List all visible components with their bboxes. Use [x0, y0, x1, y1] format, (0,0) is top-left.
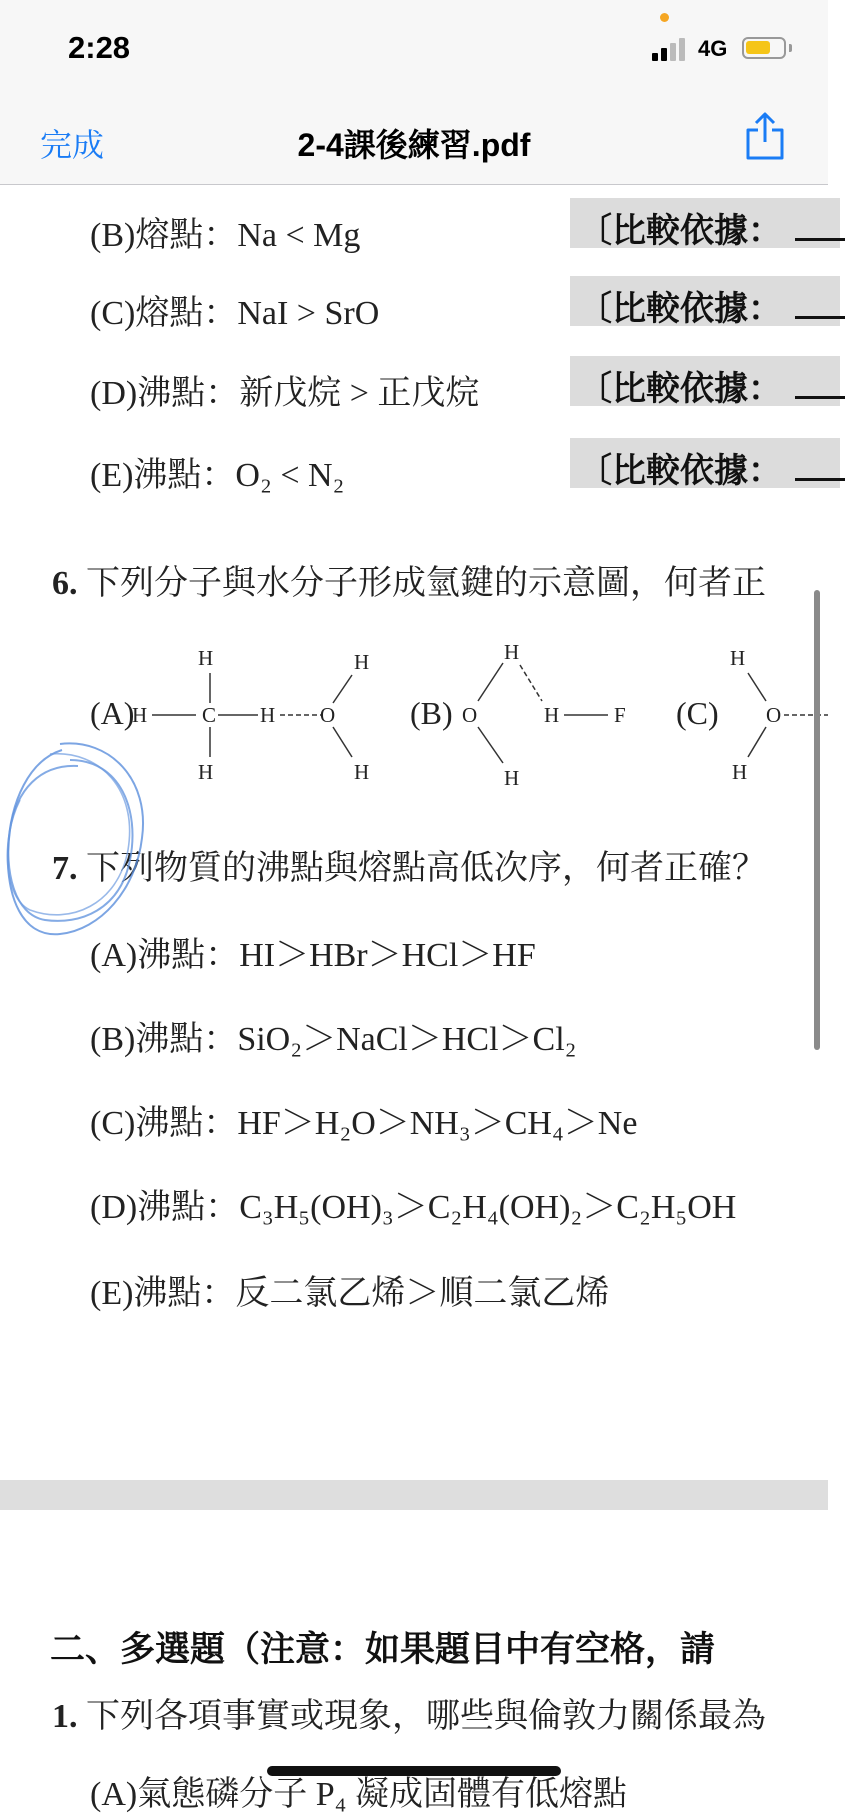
atom-o: O — [320, 703, 336, 727]
diagram-b-label: (B) — [410, 695, 453, 731]
atom-h: H — [354, 650, 370, 674]
bond — [748, 673, 766, 701]
q7-number: 7. — [52, 850, 78, 887]
atom-h: H — [132, 703, 148, 727]
page-separator — [0, 1480, 828, 1510]
atom-h: H — [198, 646, 214, 670]
orange-indicator-dot — [660, 13, 669, 22]
pdf-page[interactable] — [0, 185, 828, 1485]
s2-q1-number: 1. — [52, 1698, 78, 1735]
bond — [748, 727, 766, 757]
hydrogen-bond — [520, 665, 542, 701]
battery-nub — [789, 44, 792, 52]
q6-stem — [52, 555, 766, 604]
atom-c: C — [202, 703, 217, 727]
diagram-a-label: (A) — [90, 695, 135, 731]
signal-icon — [652, 37, 694, 61]
bond — [478, 727, 503, 763]
atom-h: H — [504, 640, 520, 664]
q7-option-d: (D)沸點：C₃H₅(OH)₃＞C₂H₄(OH)₂＞C₂H₅OH — [90, 1189, 737, 1226]
atom-h: H — [504, 766, 520, 790]
network-label: 4G — [698, 36, 728, 61]
evidence-box: 〔比較依據： — [570, 276, 840, 326]
q5-option-d: (D)沸點：新戊烷 > 正戊烷 — [90, 375, 480, 412]
home-indicator[interactable] — [267, 1766, 561, 1776]
s2-q1-stem — [52, 1688, 766, 1737]
q7-option-b: (B)沸點：SiO₂＞NaCl＞HCl＞Cl₂ — [90, 1021, 577, 1058]
status-time: 2:28 — [68, 30, 131, 65]
q5-option-b: (B)熔點：Na < Mg — [90, 217, 361, 254]
evidence-box: 〔比較依據： — [570, 356, 840, 406]
bond — [478, 663, 503, 701]
q7-text: 下列物質的沸點與熔點高低次序，何者正確？ — [86, 850, 766, 887]
q6-text: 下列分子與水分子形成氫鍵的示意圖，何者正 — [86, 565, 766, 602]
pdf-page-2[interactable] — [0, 1510, 828, 1813]
document-title: 2-4課後練習.pdf — [297, 127, 531, 163]
scroll-indicator[interactable] — [814, 590, 820, 1050]
atom-h: H — [260, 703, 276, 727]
atom-o: O — [766, 703, 782, 727]
bond — [333, 675, 352, 703]
atom-h: H — [544, 703, 560, 727]
battery-icon — [742, 37, 786, 59]
atom-h: H — [732, 760, 748, 784]
atom-h: H — [198, 760, 214, 784]
q7-option-e: (E)沸點：反二氯乙烯＞順二氯乙烯 — [90, 1275, 610, 1312]
bond — [333, 727, 352, 757]
q7-option-c: (C)沸點：HF＞H₂O＞NH₃＞CH₄＞Ne — [90, 1105, 638, 1142]
q5-option-c: (C)熔點：NaI > SrO — [90, 295, 380, 332]
diagram-c-label: (C) — [676, 695, 719, 731]
share-icon[interactable] — [744, 110, 786, 162]
evidence-box: 〔比較依據： — [570, 438, 840, 488]
atom-h: H — [730, 646, 746, 670]
atom-o: O — [462, 703, 478, 727]
done-button[interactable]: 完成 — [40, 127, 105, 163]
s2-q1-option-a: (A)氣態磷分子 P₄ 凝成固體有低熔點 — [90, 1776, 627, 1813]
q5-option-e: (E)沸點：O₂ < N₂ — [90, 457, 345, 494]
s2-q1-text: 下列各項事實或現象，哪些與倫敦力關係最為 — [86, 1698, 766, 1735]
nav-bar — [0, 92, 828, 185]
status-bar — [0, 0, 828, 92]
section-heading: 二、多選題（注意：如果題目中有空格，請 — [50, 1630, 716, 1669]
atom-h: H — [354, 760, 370, 784]
evidence-box: 〔比較依據： — [570, 198, 840, 248]
q7-option-a: (A)沸點：HI＞HBr＞HCl＞HF — [90, 937, 536, 974]
q6-number: 6. — [52, 565, 78, 602]
handwritten-circle-annotation — [0, 720, 170, 960]
atom-f: F — [614, 703, 626, 727]
